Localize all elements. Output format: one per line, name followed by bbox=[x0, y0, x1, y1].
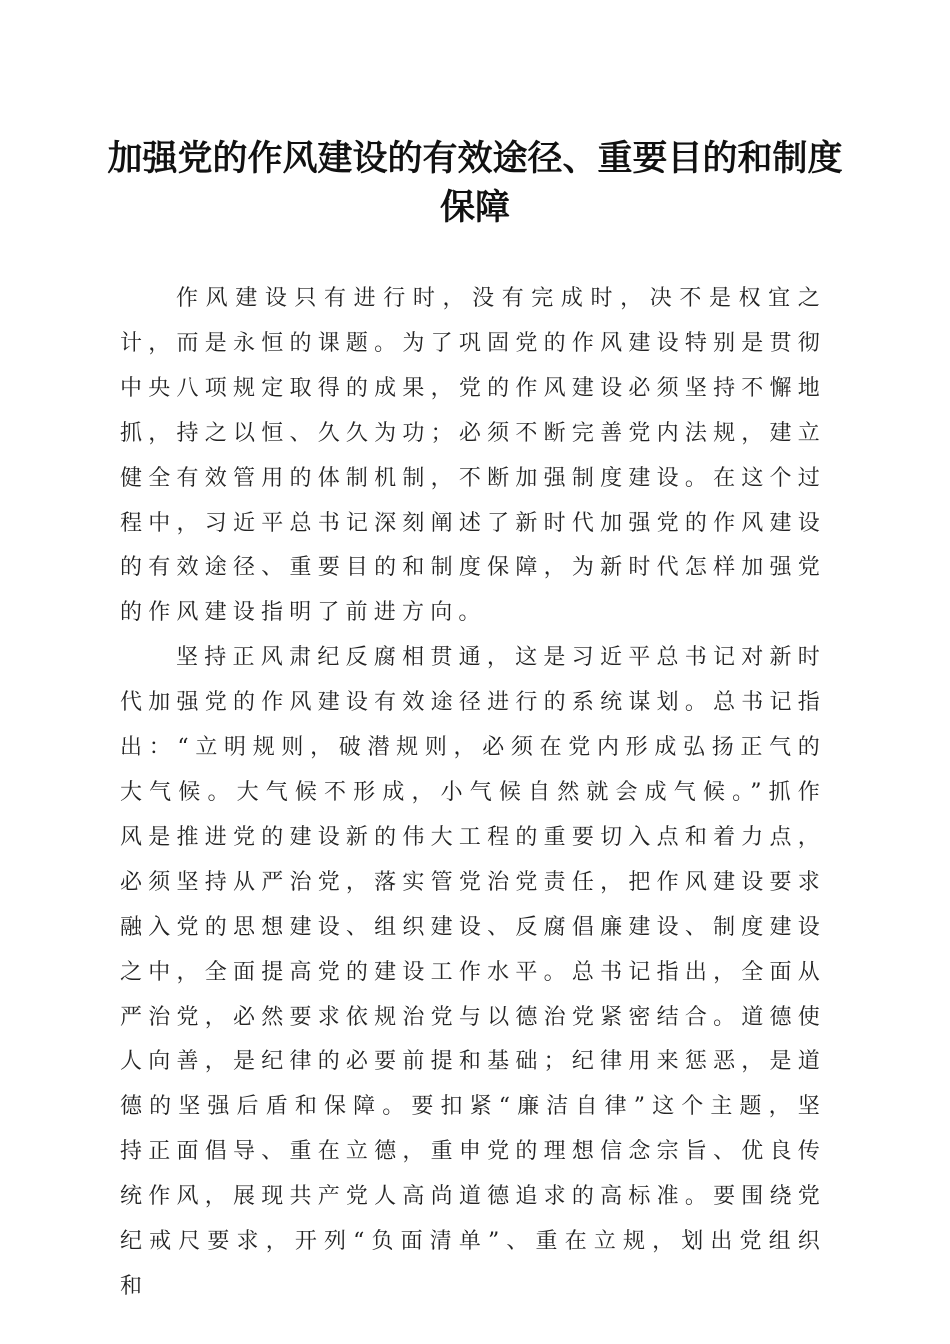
document-body bbox=[120, 277, 826, 1310]
paragraph-2: 坚持正风肃纪反腐相贯通，这是习近平总书记对新时代加强党的作风建设有效途径进行的系统谋划。总书记指出：“立明规则，破潜规则，必须在党内形成弘扬正气的大气候。大气候不形成，小气候自然就会成气候。”抓作风是推进党的建设新的伟大工程的重要切入点和着力点，必须坚持从严治党，落实管党治党责任，把作风建设要求融入党的思想建设、组织建设、反腐倡廉建设、制度建设之中，全面提高党的建设工作水平。总书记指出，全面从严治党，必然要求依规治党与以德治党紧密结合。道德使人向善，是纪律的必要前提和基础；纪律用来惩恶，是道德的坚强后盾和保障。要扣紧“廉洁自律”这个主题，坚持正面倡导、重在立德，重申党的理想信念宗旨、优良传统作风，展现共产党人高尚道德追求的高标准。要围绕党纪戒尺要求，开列“负面清单”、重在立规，划出党组织和 bbox=[120, 645, 826, 1299]
document-title: 加强党的作风建设的有效途径、重要目的和制度保障 bbox=[107, 138, 843, 228]
paragraph-1: 作风建设只有进行时，没有完成时，决不是权宜之计，而是永恒的课题。为了巩固党的作风建设特别是贯彻中央八项规定取得的成果，党的作风建设必须坚持不懈地抓，持之以恒、久久为功；必须不断完善党内法规，建立健全有效管用的体制机制，不断加强制度建设。在这个过程中，习近平总书记深刻阐述了新时代加强党的作风建设的有效途径、重要目的和制度保障，为新时代怎样加强党的作风建设指明了前进方向。 bbox=[120, 286, 826, 626]
